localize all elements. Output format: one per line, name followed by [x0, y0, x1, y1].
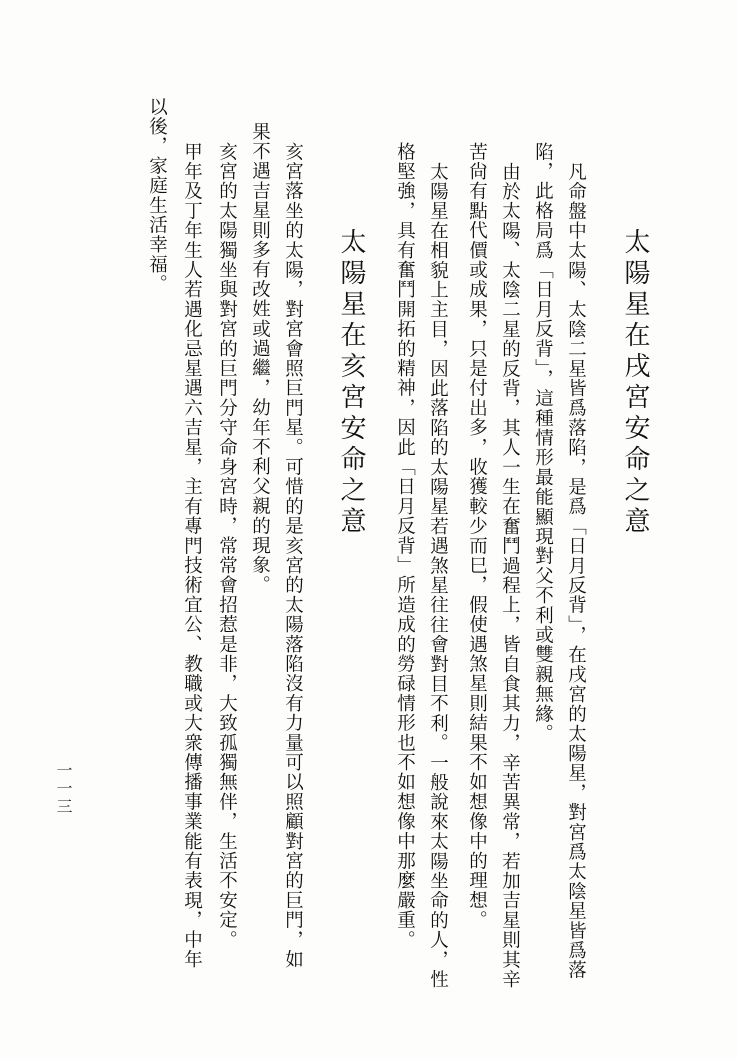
section-heading-hai: 太陽星在亥宮安命之意: [336, 228, 366, 538]
page-number: 一一三: [54, 762, 73, 816]
text-column: 格堅強，具有奮鬥開拓的精神，因此「日月反背」所造成的勞碌情形也不如想像中那麼嚴重。: [394, 142, 416, 950]
text-column: 凡命盤中太陽、太陰二星皆爲落陷，是爲「日月反背」，在戌宮的太陽星，對宮爲太陰星皆爲落: [565, 162, 587, 981]
text-column: 陷，此格局爲「日月反背」，這種情形最能顯現對父不利或雙親無緣。: [532, 142, 554, 744]
text-column: 太陽星在相貌上主目，因此落陷的太陽星若遇煞星往往會對目不利。一般說來太陽坐命的人，性: [427, 162, 449, 990]
text-column: 以後，家庭生活幸福。: [146, 97, 168, 294]
text-column: 亥宮的太陽獨坐與對宮的巨門分守命身宮時，常常會招惹是非，大致孤獨無伴，生活不安定。: [216, 142, 238, 950]
text-column: 由於太陽、太陰二星的反背，其人一生在奮鬥過程上，皆自食其力，辛苦異常，若加吉星則其辛: [499, 162, 521, 990]
section-heading-xu: 太陽星在戌宮安命之意: [620, 228, 650, 538]
text-column: 果不遇吉星則多有改姓或過繼，幼年不利父親的現象。: [249, 122, 271, 595]
text-column: 苦尙有點代價或成果，只是付出多，收獲較少而巳，假使遇煞星則結果不如想像中的理想。: [466, 142, 488, 930]
text-column: 甲年及丁年生人若遇化忌星遇六吉星，主有專門技術宜公、教職或大衆傳播事業能有表現，中年: [181, 142, 203, 970]
text-column: 亥宮落坐的太陽，對宮會照巨門星。可惜的是亥宮的太陽落陷沒有力量可以照顧對宮的巨門，如: [282, 142, 304, 970]
